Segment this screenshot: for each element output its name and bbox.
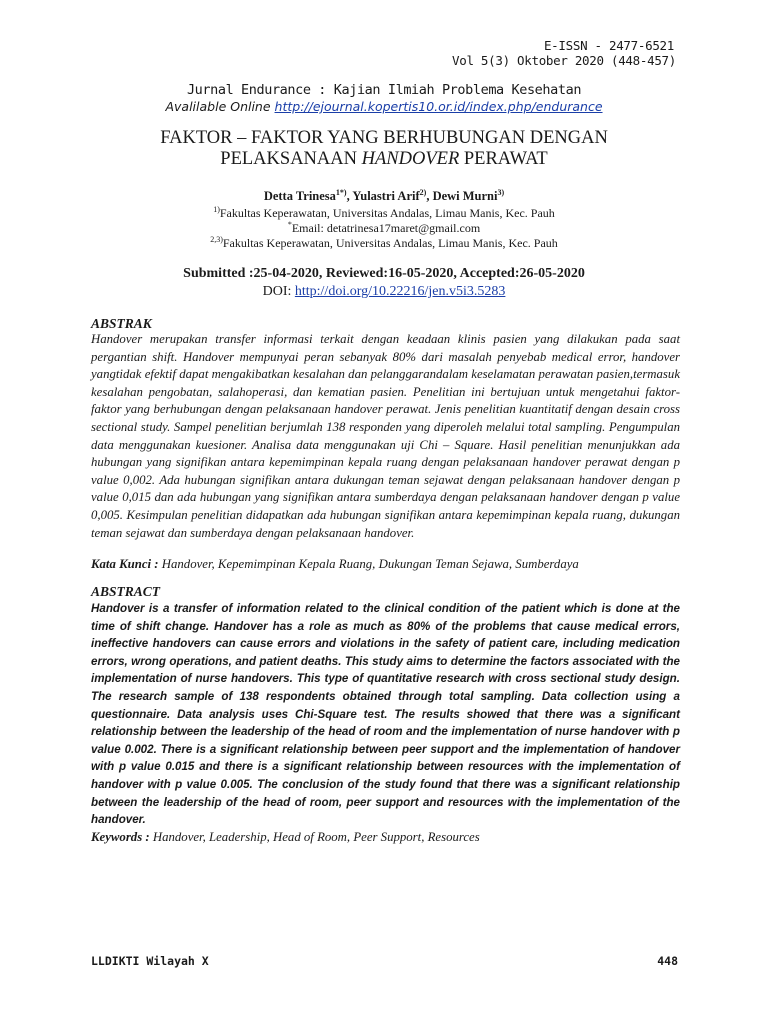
author-2: , Yulastri Arif [346, 189, 420, 203]
affiliation-2-sup: 2,3) [210, 235, 223, 244]
author-email [0, 221, 768, 236]
kata-kunci-label: Kata Kunci : [91, 557, 159, 571]
affiliation-1 [0, 206, 768, 221]
abstrak-heading: ABSTRAK [91, 316, 152, 331]
email-text: Email: detatrinesa17maret@gmail.com [291, 221, 481, 235]
author-list [0, 189, 768, 204]
abstract-heading: ABSTRACT [91, 584, 161, 599]
title-line-2-italic: HANDOVER [361, 149, 460, 169]
author-1: Detta Trinesa [263, 189, 336, 203]
keywords [91, 830, 691, 845]
journal-name: Jurnal Endurance : Kajian Ilmiah Problema Kesehatan [186, 82, 582, 98]
affiliation-2 [0, 236, 768, 251]
author-1-sup: 1*) [335, 187, 347, 197]
email-sup: * [287, 220, 292, 229]
affiliation-2-text: Fakultas Keperawatan, Universitas Andalas, Limau Manis, Kec. Pauh [222, 236, 558, 250]
title-line-2 [0, 149, 768, 170]
online-prefix: Avalilable Online [165, 99, 275, 114]
journal-url-link[interactable]: http://ejournal.kopertis10.or.id/index.php/endurance [274, 99, 603, 114]
page-number: 448 [657, 954, 678, 968]
affiliation-1-sup: 1) [213, 205, 220, 214]
doi-link[interactable]: http://doi.org/10.22216/jen.v5i3.5283 [294, 284, 506, 299]
kata-kunci-values: Handover, Kepemimpinan Kepala Ruang, Dukungan Teman Sejawa, Sumberdaya [158, 557, 579, 571]
footer-publisher: LLDIKTI Wilayah X [91, 954, 209, 968]
author-2-sup: 2) [419, 187, 427, 197]
kata-kunci [91, 557, 691, 572]
title-line-1: FAKTOR – FAKTOR YANG BERHUBUNGAN DENGAN [160, 128, 608, 148]
title-line-2-start: PELAKSANAAN [220, 149, 362, 169]
keywords-values: Handover, Leadership, Head of Room, Peer Support, Resources [149, 830, 480, 844]
abstrak-body: Handover merupakan transfer informasi terkait dengan keadaan klinis pasien yang dilakukan pada saat pergantian shift. Handover mempunyai peran sebanyak 80% dari masalah penyebab medical error, handover yangtidak efektif dapat mengakibatkan kesalahan dan pelanggarandalam keselamatan perawatan pasien,termasuk kesalahan pengobatan, salahoperasi, dan kematian pasien. Penelitian ini bertujuan untuk mengetahui faktor-faktor yang berhubungan dengan pelaksanaan handover perawat. Jenis penelitian kuantitatif dengan desain cross sectional study. Sampel penelitian berjumlah 138 responden yang diperoleh melalui total sampling. Pengumpulan data menggunakan kuesioner. Analisa data menggunakan uji Chi – Square. Hasil penelitian menunjukkan ada hubungan yang signifikan antara kepemimpinan kepala ruang dengan pelaksanaan handover perawat dengan p value 0,002. Ada hubungan signifikan antara dukungan teman sejawat dengan pelaksanaan handover dengan p value 0,015 dan ada hubungan yang signifikan antara sumberdaya dengan pelaksanaan handover dengan p value 0,005. Kesimpulan penelitian didapatkan ada hubungan signifikan antara kepemimpinan kepala ruang, dukungan teman sejawat dan sumberdaya dengan pelaksanaan handover. [91, 332, 680, 540]
abstract-body: Handover is a transfer of information related to the clinical condition of the patient which is done at the time of shift change. Handover has a role as much as 80% of the problems that cause medical errors, ineffective handovers can cause errors and violations in the safety of patient care, including medication errors, wrong operations, and patient deaths. This study aims to determine the factors associated with the implementation of nurse handovers. This type of quantitative research with cross sectional study design. The research sample of 138 respondents obtained through total sampling. Data collection using a questionnaire. Data analysis uses Chi-Square test. The results showed that there was a significant relationship between the leadership of the head of room and the implementation of nurse handover with p value 0.002. There is a significant relationship between peer support and the implementation of handover with p value 0.015 and there is a significant relationship between resources with the implementation of handover with p value 0.005. The conclusion of the study found that there was a significant relationship between the leadership of the head of room, peer support and resources with the implementation of the handover. [91, 602, 680, 827]
title-line-2-end: PERAWAT [459, 149, 548, 169]
author-3: , Dewi Murni [426, 189, 498, 203]
paper-title [0, 128, 768, 170]
doi-line [0, 284, 768, 300]
volume-info: Vol 5(3) Oktober 2020 (448-457) [452, 53, 676, 68]
affiliation-1-text: Fakultas Keperawatan, Universitas Andalas, Limau Manis, Kec. Pauh [219, 206, 555, 220]
doi-prefix: DOI: [262, 284, 295, 299]
journal-online-line [0, 99, 768, 114]
author-3-sup: 3) [497, 187, 505, 197]
issn-number: E-ISSN - 2477-6521 [543, 38, 674, 53]
keywords-label: Keywords : [91, 830, 150, 844]
submission-dates: Submitted :25-04-2020, Reviewed:16-05-2020, Accepted:26-05-2020 [183, 266, 585, 281]
